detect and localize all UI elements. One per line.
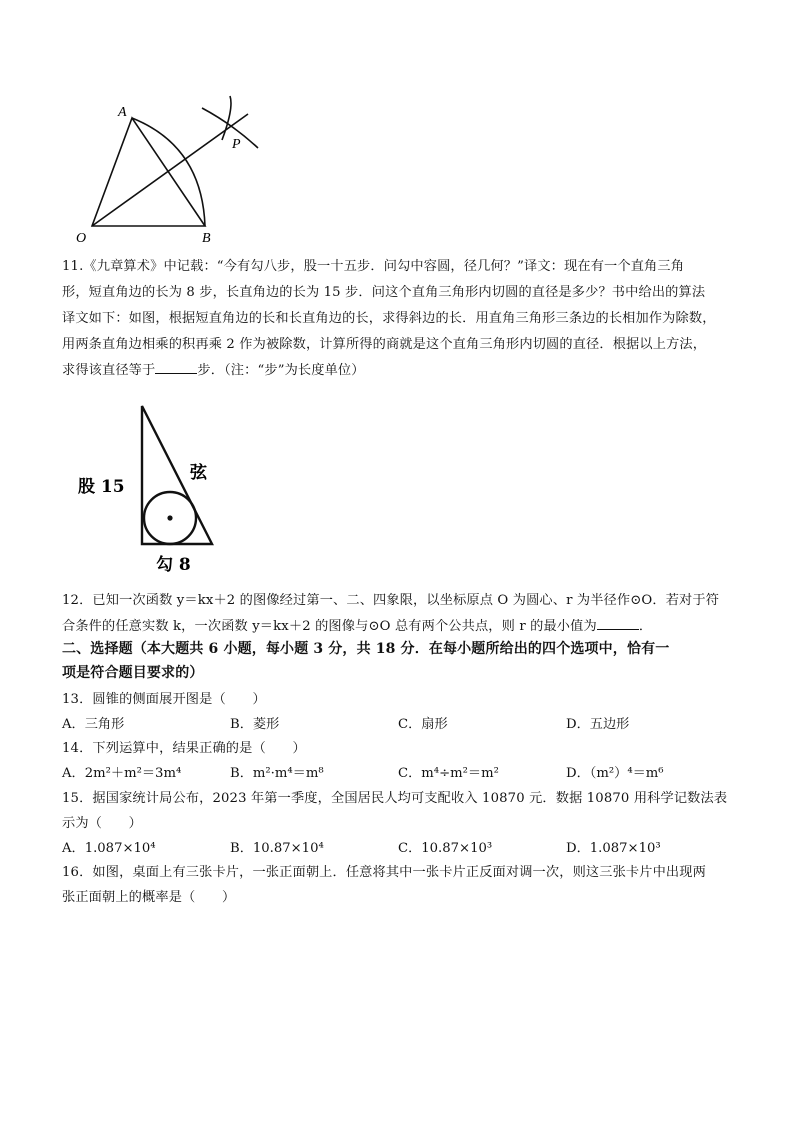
q11-text-after-blank: 步．（注：“步”为长度单位） — [197, 363, 365, 378]
triangle-oab — [92, 118, 205, 226]
q11-line-2: 形，短直角边的长为 8 步，长直角边的长为 15 步．问这个直角三角形内切圆的直径是多少？书中给出的算法 — [62, 285, 706, 300]
q13-stem: 13．圆锥的侧面展开图是（ ） — [62, 692, 266, 707]
q16-line-1: 16．如图，桌面上有三张卡片，一张正面朝上．任意将其中一张卡片正反面对调一次，则这三张卡片中出现两 — [62, 865, 706, 880]
label-gou: 勾 8 — [156, 555, 191, 575]
q12-line-2 — [62, 617, 742, 636]
q14-option-d[interactable]: D．（m²）⁴＝m⁶ — [566, 766, 664, 781]
figure-construction-diagram — [62, 88, 282, 248]
q15-line-2: 示为（ ） — [62, 816, 143, 831]
q15-option-b[interactable]: B．10.87×10⁴ — [230, 841, 324, 856]
construction-arc-2 — [222, 96, 231, 140]
q12-text-before-blank: 合条件的任意实数 k，一次函数 y＝kx＋2 的图像与⊙O 总有两个公共点，则 r 的最小值为 — [62, 619, 597, 634]
q12-answer-blank[interactable] — [597, 617, 639, 630]
q16-line-2: 张正面朝上的概率是（ ） — [62, 890, 236, 905]
q15-option-a[interactable]: A．1.087×10⁴ — [62, 841, 156, 856]
label-b: B — [202, 231, 211, 246]
section-2-heading-line-1: 二、选择题（本大题共 6 小题，每小题 3 分，共 18 分．在每小题所给出的四个选项中，恰有一 — [62, 641, 670, 657]
q15-option-c[interactable]: C．10.87×10³ — [398, 841, 493, 856]
q13-option-b[interactable]: B．菱形 — [230, 717, 280, 732]
q11-line-4: 用两条直角边相乘的积再乘 2 作为被除数，计算所得的商就是这个直角三角形内切圆的直径．根据以上方法， — [62, 337, 707, 352]
q11-line-3: 译文如下：如图，根据短直角边的长和长直角边的长，求得斜边的长．用直角三角形三条边的长相加作为除数， — [62, 311, 716, 326]
label-xian: 弦 — [190, 463, 207, 483]
q11-line-5 — [62, 361, 742, 380]
q14-stem: 14．下列运算中，结果正确的是（ ） — [62, 741, 306, 756]
q13-option-c[interactable]: C．扇形 — [398, 717, 448, 732]
label-o: O — [76, 231, 87, 246]
incircle-center — [167, 515, 172, 520]
figure-right-triangle-incircle — [62, 392, 232, 577]
label-gu: 股 15 — [78, 477, 125, 497]
q14-option-c[interactable]: C．m⁴÷m²＝m² — [398, 766, 499, 781]
q11-answer-blank[interactable] — [155, 361, 197, 374]
q12-line-1: 12．已知一次函数 y＝kx＋2 的图像经过第一、二、四象限，以坐标原点 O 为圆心、r 为半径作⊙O．若对于符 — [62, 593, 720, 608]
q15-line-1: 15．据国家统计局公布，2023 年第一季度，全国居民人均可支配收入 10870 元．数据 10870 用科学记数法表 — [62, 791, 728, 806]
q13-option-a[interactable]: A．三角形 — [62, 717, 125, 732]
q12-text-after-blank: ． — [638, 619, 653, 634]
q15-option-d[interactable]: D．1.087×10³ — [566, 841, 661, 856]
q13-option-d[interactable]: D．五边形 — [566, 717, 630, 732]
label-p: P — [232, 137, 241, 152]
q11-text-before-blank: 求得该直径等于 — [62, 363, 156, 378]
q14-option-a[interactable]: A．2m²＋m²＝3m⁴ — [62, 766, 182, 781]
q14-option-b[interactable]: B．m²·m⁴＝m⁸ — [230, 766, 324, 781]
label-a: A — [118, 105, 127, 120]
q11-line-1: 11.《九章算术》中记载：“今有勾八步，股一十五步．问勾中容圆，径几何？”译文：现在有一个直角三角 — [62, 259, 685, 274]
section-2-heading-line-2: 项是符合题目要求的） — [62, 665, 204, 681]
